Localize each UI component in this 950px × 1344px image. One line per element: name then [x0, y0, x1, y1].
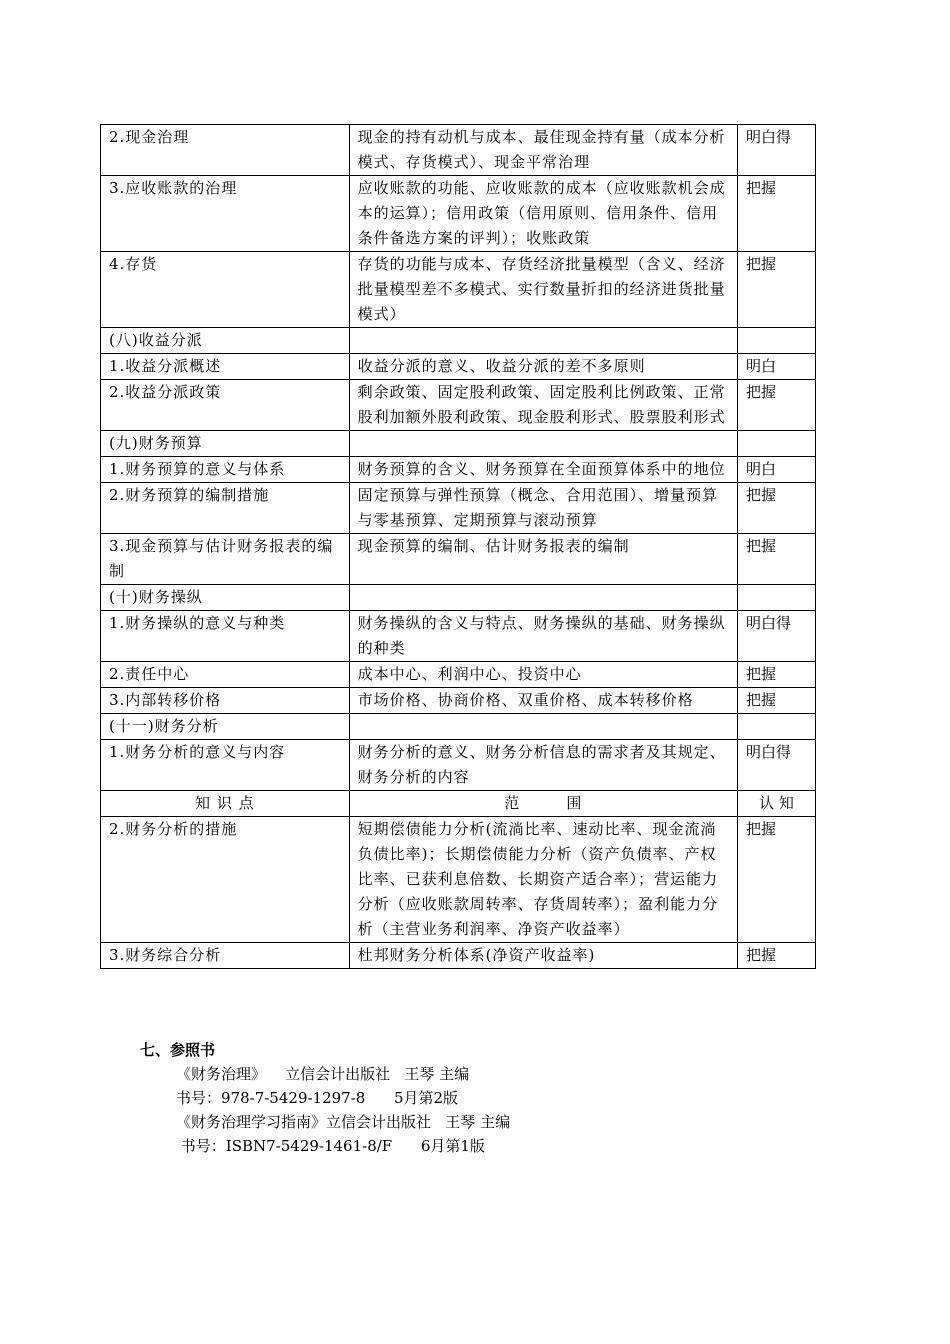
table-row [101, 688, 816, 714]
table-row [101, 534, 816, 585]
table-row [101, 611, 816, 662]
scope-cell [349, 714, 737, 740]
knowledge-point-cell: 3.应收账款的治理 [101, 176, 350, 252]
scope-cell: 现金的持有动机与成本、最佳现金持有量（成本分析模式、存货模式）、现金平常治理 [349, 125, 737, 176]
table-row [101, 354, 816, 380]
table-row [101, 380, 816, 431]
knowledge-point-cell: 3.财务综合分析 [101, 943, 350, 969]
cognition-level-cell [738, 328, 816, 354]
cognition-level-cell: 把握 [738, 380, 816, 431]
scope-cell: 市场价格、协商价格、双重价格、成本转移价格 [349, 688, 737, 714]
knowledge-point-cell: (九)财务预算 [101, 431, 350, 457]
scope-cell: 财务预算的含义、财务预算在全面预算体系中的地位 [349, 457, 737, 483]
table-header-row [101, 791, 816, 817]
reference-line-4: 书号：ISBN7-5429-1461-8/F 6月第1版 [176, 1137, 485, 1155]
knowledge-point-cell: 1.财务预算的意义与体系 [101, 457, 350, 483]
knowledge-point-cell: 2.责任中心 [101, 662, 350, 688]
knowledge-point-cell: 2.财务分析的措施 [101, 817, 350, 943]
cognition-level-cell: 把握 [738, 943, 816, 969]
reference-line-3: 《财务治理学习指南》立信会计出版社 王琴 主编 [176, 1113, 511, 1131]
cognition-level-cell: 明白 [738, 354, 816, 380]
knowledge-point-cell: 1.财务操纵的意义与种类 [101, 611, 350, 662]
scope-cell: 应收账款的功能、应收账款的成本（应收账款机会成本的运算）；信用政策（信用原则、信用条件、信用条件备选方案的评判）；收账政策 [349, 176, 737, 252]
knowledge-point-cell: 4.存货 [101, 252, 350, 328]
table-row [101, 662, 816, 688]
knowledge-point-cell: (十一)财务分析 [101, 714, 350, 740]
knowledge-point-cell: 1.收益分派概述 [101, 354, 350, 380]
scope-cell: 杜邦财务分析体系(净资产收益率) [349, 943, 737, 969]
syllabus-table-body [101, 125, 816, 969]
table-row [101, 817, 816, 943]
scope-cell [349, 328, 737, 354]
table-row [101, 714, 816, 740]
knowledge-point-cell: 1.财务分析的意义与内容 [101, 740, 350, 791]
scope-cell: 现金预算的编制、估计财务报表的编制 [349, 534, 737, 585]
cognition-level-cell [738, 585, 816, 611]
table-row [101, 457, 816, 483]
scope-cell: 固定预算与弹性预算（概念、合用范围）、增量预算与零基预算、定期预算与滚动预算 [349, 483, 737, 534]
knowledge-point-cell: 3.现金预算与估计财务报表的编制 [101, 534, 350, 585]
cognition-level-cell: 把握 [738, 176, 816, 252]
scope-cell [349, 431, 737, 457]
table-row [101, 176, 816, 252]
table-row [101, 328, 816, 354]
knowledge-point-cell: 2.现金治理 [101, 125, 350, 176]
scope-cell: 财务操纵的含义与特点、财务操纵的基础、财务操纵的种类 [349, 611, 737, 662]
cognition-level-cell: 明白得 [738, 611, 816, 662]
reference-line-1: 《财务治理》 立信会计出版社 王琴 主编 [176, 1065, 470, 1083]
table-row [101, 740, 816, 791]
knowledge-point-cell: 知 识 点 [101, 791, 350, 817]
cognition-level-cell: 把握 [738, 688, 816, 714]
scope-cell: 存货的功能与成本、存货经济批量模型（含义、经济批量模型差不多模式、实行数量折扣的经济进货批量模式） [349, 252, 737, 328]
cognition-level-cell: 明白 [738, 457, 816, 483]
table-row [101, 483, 816, 534]
cognition-level-cell: 明白得 [738, 740, 816, 791]
cognition-level-cell: 明白得 [738, 125, 816, 176]
table-row [101, 431, 816, 457]
table-row [101, 943, 816, 969]
scope-cell: 收益分派的意义、收益分派的差不多原则 [349, 354, 737, 380]
references-title: 七、参照书 [140, 1041, 216, 1059]
knowledge-point-cell: 2.财务预算的编制措施 [101, 483, 350, 534]
scope-cell: 剩余政策、固定股利政策、固定股利比例政策、正常股利加额外股利政策、现金股利形式、股票股利形式 [349, 380, 737, 431]
cognition-level-cell: 把握 [738, 252, 816, 328]
cognition-level-cell: 把握 [738, 483, 816, 534]
scope-cell [349, 585, 737, 611]
knowledge-point-cell: (八)收益分派 [101, 328, 350, 354]
cognition-level-cell [738, 714, 816, 740]
cognition-level-cell: 把握 [738, 534, 816, 585]
knowledge-point-cell: 3.内部转移价格 [101, 688, 350, 714]
scope-cell: 短期偿债能力分析(流淌比率、速动比率、现金流淌负债比率)；长期偿债能力分析（资产负债率、产权比率、已获利息倍数、长期资产适合率）；营运能力分析（应收账款周转率、存货周转率）；盈利能力分析（主营业务利润率、净资产收益率） [349, 817, 737, 943]
cognition-level-cell: 把握 [738, 817, 816, 943]
knowledge-point-cell: (十)财务操纵 [101, 585, 350, 611]
cognition-level-cell: 把握 [738, 662, 816, 688]
table-row [101, 125, 816, 176]
syllabus-table [100, 124, 816, 969]
scope-cell: 范 围 [349, 791, 737, 817]
cognition-level-cell: 认 知 [738, 791, 816, 817]
reference-line-2: 书号：978-7-5429-1297-8 5月第2版 [176, 1089, 459, 1107]
cognition-level-cell [738, 431, 816, 457]
scope-cell: 财务分析的意义、财务分析信息的需求者及其规定、财务分析的内容 [349, 740, 737, 791]
knowledge-point-cell: 2.收益分派政策 [101, 380, 350, 431]
table-row [101, 585, 816, 611]
scope-cell: 成本中心、利润中心、投资中心 [349, 662, 737, 688]
table-row [101, 252, 816, 328]
references-section [140, 1038, 510, 1158]
